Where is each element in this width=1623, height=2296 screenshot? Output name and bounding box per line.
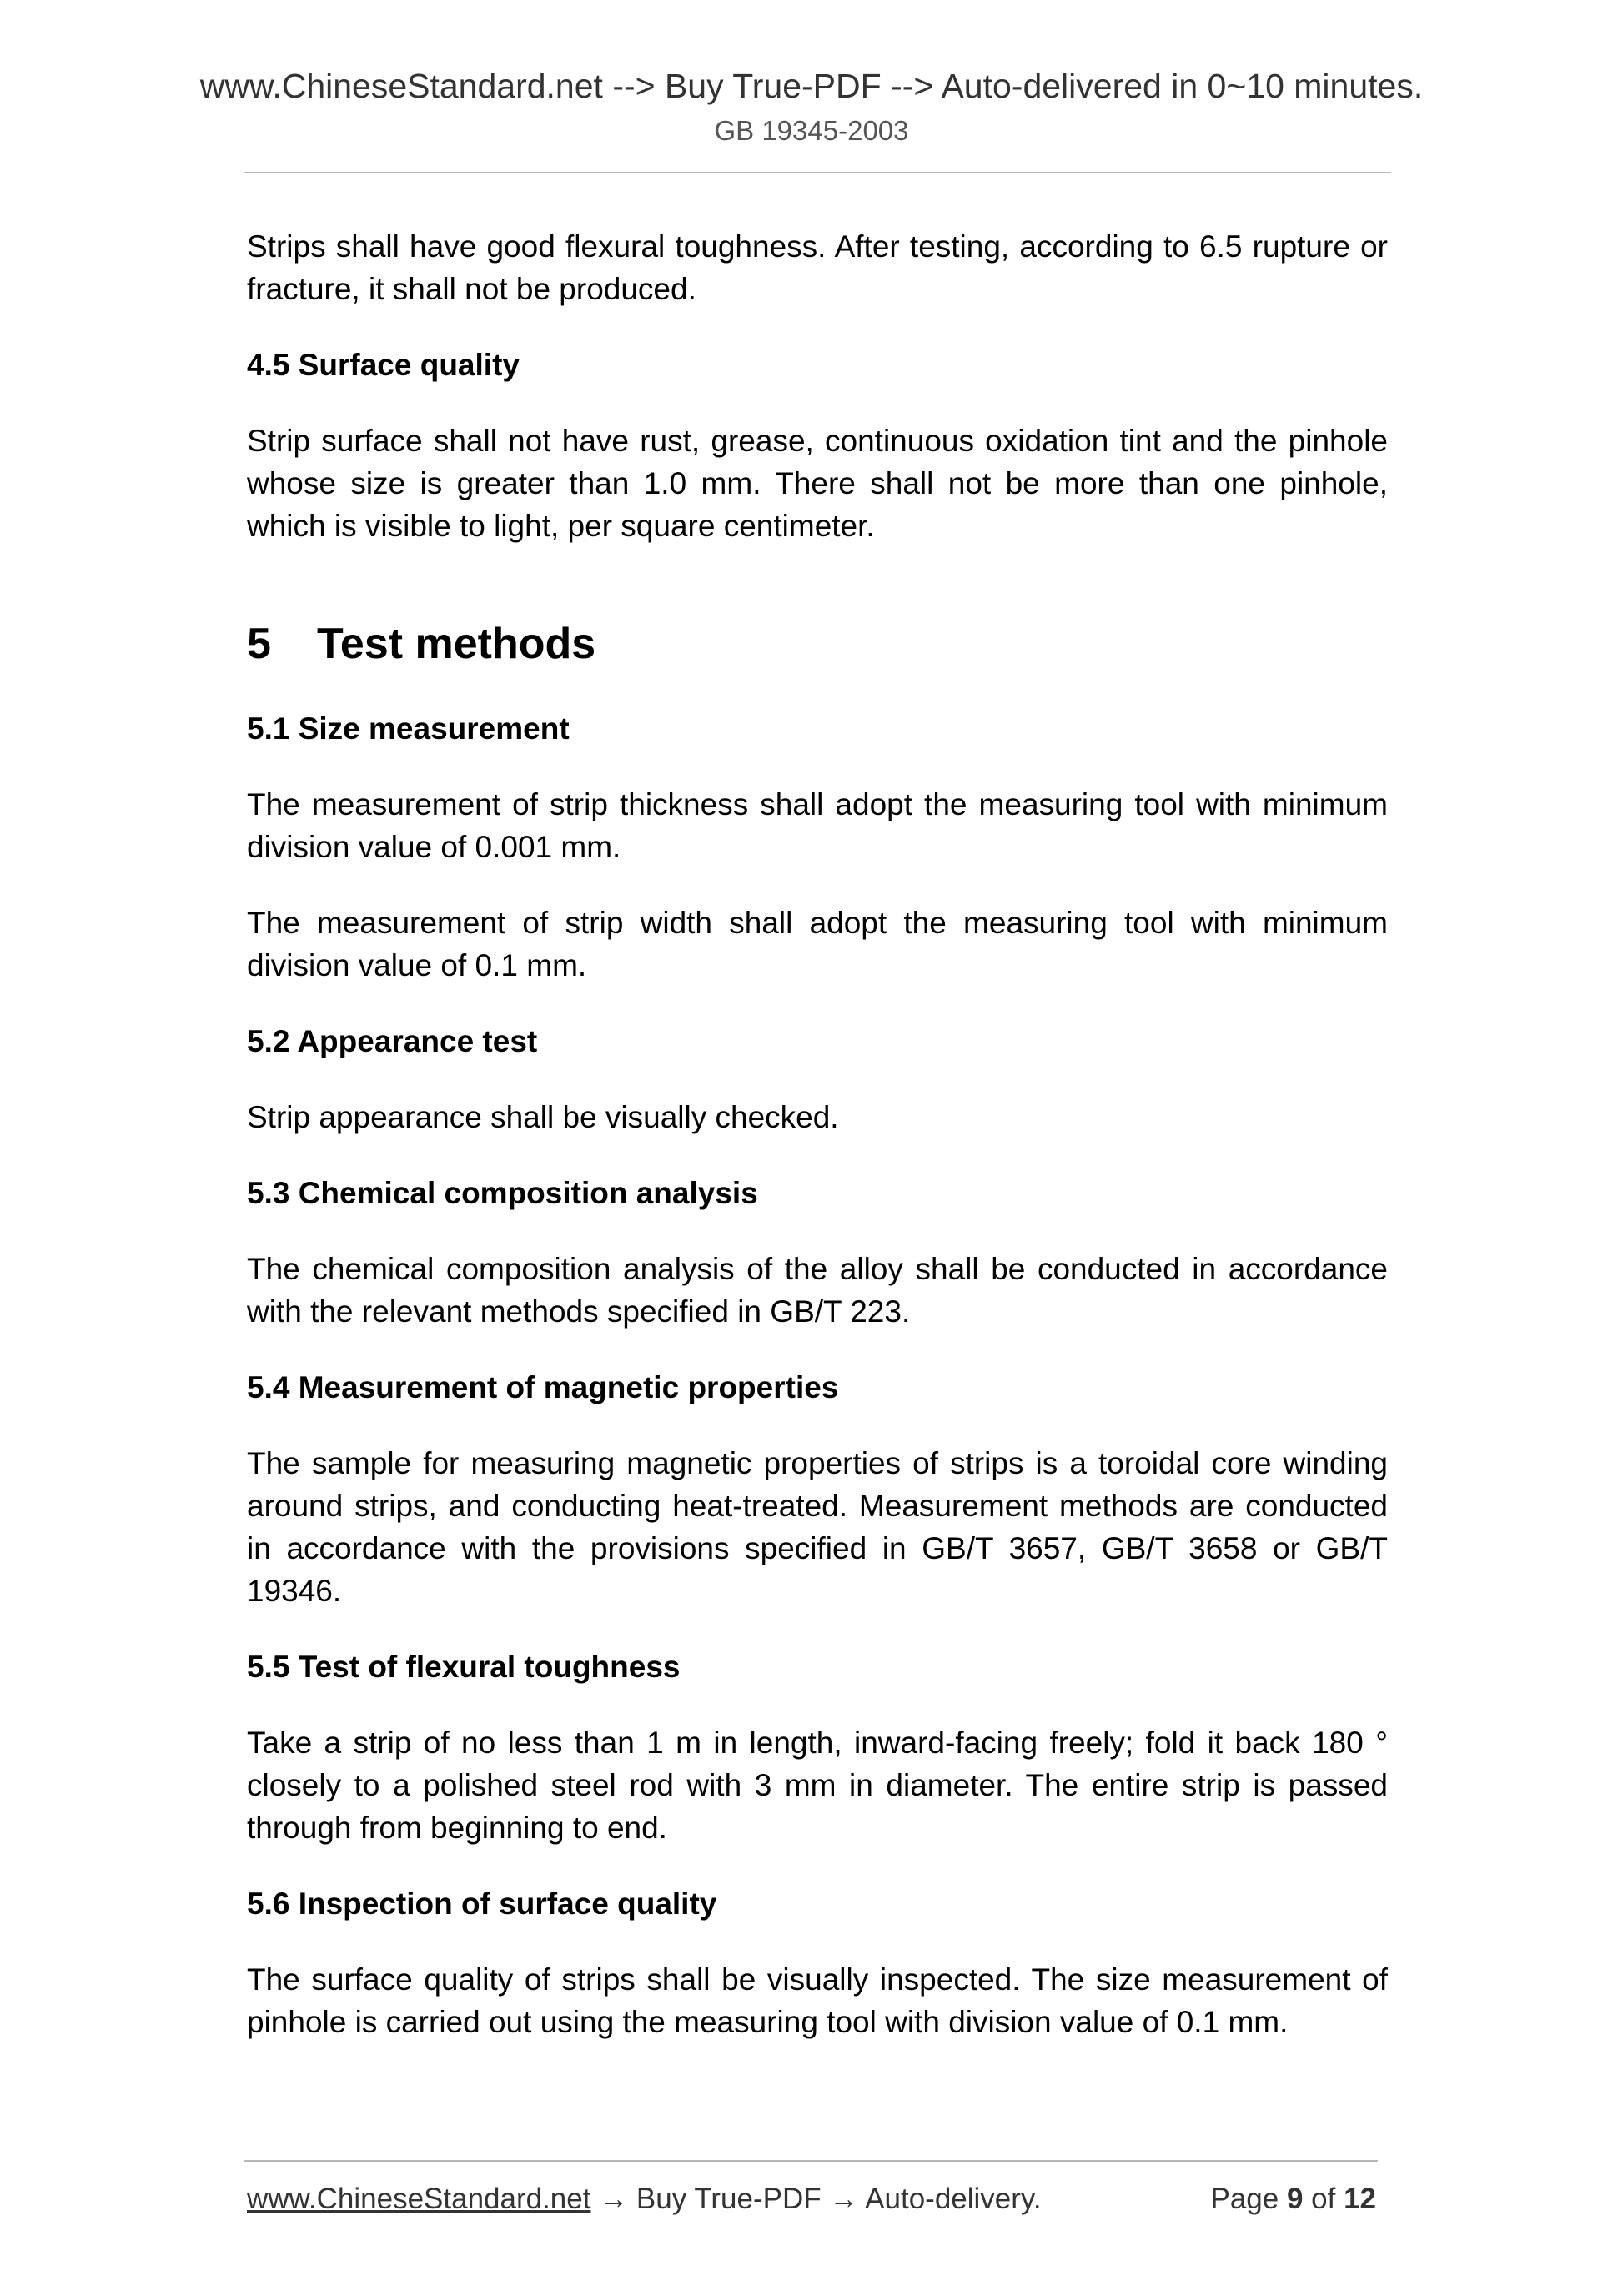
page-prefix: Page <box>1210 2183 1287 2215</box>
footer-site-link[interactable]: www.ChineseStandard.net <box>247 2183 591 2215</box>
footer-tagline: → Buy True-PDF → Auto-delivery. <box>590 2183 1042 2215</box>
section-5-3-text: The chemical composition analysis of the alloy shall be conducted in accordance with the relevant methods specified in GB/T 223. <box>247 1252 1388 1329</box>
header-standard-number: GB 19345-2003 <box>714 115 909 146</box>
page-total: 12 <box>1344 2183 1376 2215</box>
page-header <box>0 65 1623 148</box>
intro-paragraph: Strips shall have good flexural toughness. After testing, according to 6.5 rupture or fracture, it shall not be produced. <box>247 229 1388 306</box>
section-4-5-text: Strip surface shall not have rust, grease, continuous oxidation tint and the pinhole whose size is greater than 1.0 mm. There shall not be more than one pinhole, which is visible to light, per square centimeter. <box>247 424 1388 543</box>
section-5-3-heading: 5.3 Chemical composition analysis <box>247 1176 758 1210</box>
page-of: of <box>1303 2183 1344 2215</box>
document-body <box>247 225 1388 2077</box>
header-banner: www.ChineseStandard.net --> Buy True-PDF --> Auto-delivered in 0~10 minutes. <box>199 67 1424 105</box>
page-current: 9 <box>1286 2183 1304 2215</box>
section-5-6-text: The surface quality of strips shall be visually inspected. The size measurement of pinhole is carried out using the measuring tool with division value of 0.1 mm. <box>247 1962 1388 2039</box>
section-5-2-text: Strip appearance shall be visually checked. <box>247 1100 839 1134</box>
footer-left <box>247 2178 1042 2220</box>
section-5-5-text: Take a strip of no less than 1 m in length, inward-facing freely; fold it back 180 ° closely to a polished steel rod with 3 mm in diameter. The entire strip is passed through from beginning to end. <box>247 1726 1388 1845</box>
section-5-1-text-2: The measurement of strip width shall adopt the measuring tool with minimum division value of 0.1 mm. <box>247 906 1388 982</box>
section-5-number: 5 <box>247 620 271 668</box>
section-5-6-heading: 5.6 Inspection of surface quality <box>247 1887 717 1921</box>
page-footer <box>247 2178 1381 2220</box>
section-5-4-heading: 5.4 Measurement of magnetic properties <box>247 1370 839 1404</box>
section-5-1-text-1: The measurement of strip thickness shall adopt the measuring tool with minimum division value of 0.001 mm. <box>247 787 1388 864</box>
section-5-heading <box>247 617 1388 671</box>
section-5-title: Test methods <box>317 620 596 668</box>
footer-divider <box>244 2160 1378 2162</box>
section-5-1-heading: 5.1 Size measurement <box>247 711 570 746</box>
page-indicator <box>1210 2178 1376 2220</box>
section-5-2-heading: 5.2 Appearance test <box>247 1024 538 1058</box>
header-divider <box>244 172 1391 173</box>
section-4-5-heading: 4.5 Surface quality <box>247 348 520 382</box>
section-5-4-text: The sample for measuring magnetic properties of strips is a toroidal core winding around strips, and conducting heat-treated. Measurement methods are conducted in accordance with the provisions specified in GB/T 3657, GB/T 3658 or GB/T 19346. <box>247 1446 1388 1608</box>
section-5-5-heading: 5.5 Test of flexural toughness <box>247 1650 681 1684</box>
